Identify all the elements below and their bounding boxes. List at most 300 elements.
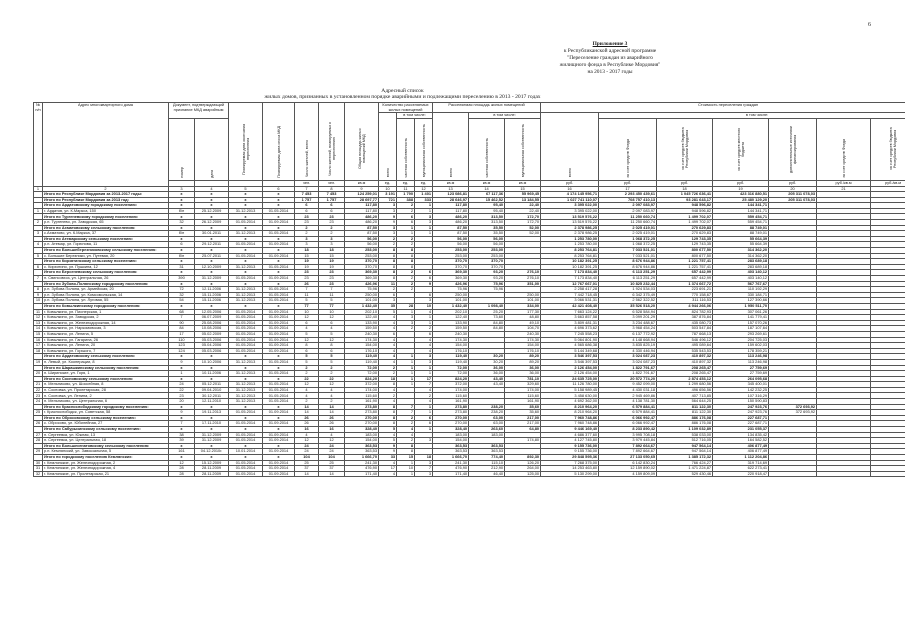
column-number: 3 <box>169 186 195 192</box>
table-cell: 28.11.2009 <box>195 466 229 472</box>
table-cell: Итого по Сосновскому сельскому поселению: <box>43 376 169 382</box>
table-cell: 6 113 251,29 <box>599 270 657 276</box>
table-cell: 1 253 780,00 <box>541 242 599 248</box>
table-cell: б/н <box>169 253 195 259</box>
table-cell: 2 <box>319 225 345 231</box>
table-cell: 3 066 531,31 <box>541 298 599 304</box>
column-number: 2 <box>43 186 169 192</box>
table-cell: 7 960 748,86 <box>541 421 599 427</box>
table-cell: 7 <box>397 410 415 416</box>
table-cell: 263,60 <box>469 427 505 433</box>
table-cell: 04.12.2010г. <box>195 449 229 455</box>
table-cell: Итого по городскому поселению Кемлянских: <box>43 455 169 461</box>
table-cell: 24 <box>295 449 319 455</box>
table-cell: 2 097 083,97 <box>599 203 657 209</box>
table-cell: 9 <box>379 220 397 226</box>
table-cell: 6 066 992,47 <box>599 421 657 427</box>
table-cell: 01.05.2014 <box>263 208 295 214</box>
table-cell: 127 390,66 <box>713 298 769 304</box>
table-cell: г. Кемлянские, ул. Пролетарская, 21 <box>43 471 169 477</box>
table-cell: с. Обросово, ул. Юбилейная, 27 <box>43 421 169 427</box>
appendix-line: на 2013 - 2017 годы <box>587 69 633 76</box>
table-cell: 30 <box>34 460 43 466</box>
table-cell: 49,10 <box>505 320 541 326</box>
table-cell: 14 <box>295 410 319 416</box>
table-cell: п. Сергеевка, ул. Южная, 13 <box>43 432 169 438</box>
table-cell: 9 <box>34 292 43 298</box>
table-cell: 7 033 521,01 <box>599 248 657 254</box>
table-cell: с. Большие Березники, ул. Путевая, 20 <box>43 253 169 259</box>
table-cell: 154,00 <box>433 438 469 444</box>
table-cell: 183,00 <box>469 432 505 438</box>
table-cell: 101,00 <box>345 298 379 304</box>
table-cell: р.п. Зубова Поляна, ул. Луговая, 55 <box>43 298 169 304</box>
table-cell: 3 663 857,58 <box>541 315 599 321</box>
table-cell: 29 848 595,36 <box>541 455 599 461</box>
table-cell: 4 <box>379 315 397 321</box>
table-cell: 25 480 129,20 <box>713 197 769 203</box>
table-cell: 113 246,98 <box>713 354 769 360</box>
table-cell: 10 825 232,44 <box>599 281 657 287</box>
table-cell: x <box>195 259 229 265</box>
table-cell: 4 174 145 956,71 <box>541 192 599 198</box>
table-cell: 6 <box>295 320 319 326</box>
table-cell: 1 <box>397 365 415 371</box>
table-cell: 43,40 <box>469 382 505 388</box>
table-cell: 159,50 <box>345 326 379 332</box>
table-cell: 14 253 463,80 <box>541 466 599 472</box>
table-cell: 54 <box>169 298 195 304</box>
table-cell: 293 269,61 <box>713 331 769 337</box>
table-cell: 64,80 <box>505 427 541 433</box>
table-cell: 01.09.2014 <box>263 466 295 472</box>
table-cell: г. Краснослободск, ул. Советская, 58 <box>43 410 169 416</box>
table-cell: 107 316,29 <box>713 393 769 399</box>
table-cell: 52,00 <box>505 225 541 231</box>
table-cell: 22,40 <box>505 208 541 214</box>
table-cell: x <box>169 214 195 220</box>
table-cell: 6 <box>415 331 433 337</box>
table-cell: 46,40 <box>469 471 505 477</box>
unit-cell: чел. <box>295 181 319 187</box>
table-cell: x <box>263 192 295 198</box>
table-cell: x <box>263 214 295 220</box>
table-cell: 21 <box>34 382 43 388</box>
table-cell: 247 923,76 <box>713 404 769 410</box>
table-cell: 3 <box>415 214 433 220</box>
table-cell: 2 <box>397 203 415 209</box>
table-cell: 10 182 391,25 <box>541 259 599 265</box>
table-cell: 16 <box>319 427 345 433</box>
table-cell: 1 950 511,70 <box>713 303 769 309</box>
table-cell: 824,20 <box>433 376 469 382</box>
unit-cell: руб. <box>657 181 713 187</box>
table-cell: 4 <box>319 387 345 393</box>
table-cell: 387 876,84 <box>657 315 713 321</box>
table-cell: 134 835,42 <box>713 432 769 438</box>
table-cell: x <box>195 236 229 242</box>
table-cell: 8 <box>397 248 415 254</box>
table-cell: 4 <box>415 387 433 393</box>
col-rooms-private: частная собственность <box>397 118 415 181</box>
table-cell: 231 055,37 <box>713 427 769 433</box>
col-rooms: Количество расселяемых жилых помещений <box>379 103 433 113</box>
table-cell: 1 822 791,67 <box>599 371 657 377</box>
table-cell: 546 496,12 <box>657 337 713 343</box>
table-cell: 1 068 372,25 <box>599 242 657 248</box>
table-cell: 119,40 <box>433 359 469 365</box>
table-cell: 4 944 266,06 <box>657 303 713 309</box>
col-area-all: всего <box>433 113 469 181</box>
table-cell: п. Свинсовхоз, ул. Центральная, 26 <box>43 276 169 282</box>
table-cell: 2 <box>319 231 345 237</box>
table-cell: 1 666,70 <box>433 455 469 461</box>
table-cell: 77 <box>319 303 345 309</box>
table-cell: 01.05.2014 <box>229 438 263 444</box>
table-cell: x <box>263 303 295 309</box>
table-cell: 56,00 <box>345 242 379 248</box>
table-cell: 328,40 <box>433 427 469 433</box>
table-cell: 1 757 <box>319 197 345 203</box>
table-cell: 25 <box>295 460 319 466</box>
table-cell: 1 <box>397 225 415 231</box>
table-cell: x <box>169 303 195 309</box>
table-cell: 3 <box>379 298 397 304</box>
table-cell: 1 757 <box>295 197 319 203</box>
table-cell: x <box>169 281 195 287</box>
table-cell: 56,00 <box>469 236 505 242</box>
table-cell: 88 749,01 <box>713 231 769 237</box>
table-cell: 6 <box>415 292 433 298</box>
table-cell: 20 <box>34 371 43 377</box>
table-cell: 217,00 <box>505 415 541 421</box>
table-cell: г. Ковылкино, ул. Наркомовская, 3 <box>43 326 169 332</box>
table-cell: 6 <box>319 203 345 209</box>
table-cell: 89,20 <box>505 354 541 360</box>
table-cell: 1 <box>169 371 195 377</box>
table-cell: 247 923,76 <box>713 410 769 416</box>
table-cell: 7 453 <box>295 192 319 198</box>
col-num: № п/п <box>34 103 43 187</box>
table-cell: x <box>229 427 263 433</box>
table-cell: 410 897,32 <box>657 354 713 360</box>
table-cell: 2 <box>397 276 415 282</box>
table-cell: 3 <box>379 203 397 209</box>
table-cell: x <box>263 376 295 382</box>
table-cell: 1 <box>34 208 43 214</box>
table-cell: 28.11.2009 <box>195 471 229 477</box>
column-number: 6 <box>263 186 295 192</box>
table-cell: 4 <box>379 326 397 332</box>
table-cell: x <box>195 415 229 421</box>
table-cell: 4 <box>319 432 345 438</box>
table-cell: 01.05.2014 <box>229 471 263 477</box>
table-cell: 824,20 <box>345 376 379 382</box>
table-cell: 01.05.2014 <box>263 371 295 377</box>
table-cell: 37 <box>319 466 345 472</box>
table-cell: 512 716,05 <box>657 438 713 444</box>
table-cell: 369,30 <box>433 270 469 276</box>
table-cell: x <box>195 225 229 231</box>
table-cell: п. Левый, ул. Кооперации, 8 <box>43 359 169 365</box>
table-cell: 28 697,77 <box>345 197 379 203</box>
table-cell: 2 <box>379 371 397 377</box>
table-cell: x <box>229 376 263 382</box>
table-cell: 622 273,41 <box>713 466 769 472</box>
table-cell: 31.12.2009 <box>195 432 229 438</box>
title-line: Адресный список <box>381 88 424 94</box>
table-cell: 372,00 <box>345 382 379 388</box>
table-cell: 171,40 <box>345 471 379 477</box>
table-cell: 12.11.2010 <box>195 399 229 405</box>
table-cell: 174,30 <box>345 337 379 343</box>
col-cost-republic: за счет средств бюджета Республики Мордовия <box>657 118 713 181</box>
table-cell: x <box>195 427 229 433</box>
table-cell: 183,00 <box>345 432 379 438</box>
table-cell: 3 099 201,29 <box>599 315 657 321</box>
table-cell: x <box>195 197 229 203</box>
table-cell: 12 159 890,02 <box>599 466 657 472</box>
table-cell: 1 253 780,00 <box>541 236 599 242</box>
table-cell: г. Ковылкино, ул. Горького, 7 <box>43 348 169 354</box>
table-cell: 01.09.2014 <box>263 337 295 343</box>
table-cell: 174,00 <box>505 387 541 393</box>
table-cell: 35 526 518,20 <box>599 303 657 309</box>
table-cell: 2 <box>319 399 345 405</box>
table-cell: 12 <box>319 315 345 321</box>
col-inhabitants-planned: Число жителей, планируемых к переселению <box>319 103 345 181</box>
table-cell: 12.10.2009 <box>195 264 229 270</box>
address-list-table <box>33 102 905 477</box>
table-cell: 1 <box>415 365 433 371</box>
column-number: 20 <box>769 186 817 192</box>
table-cell: 87,50 <box>345 231 379 237</box>
table-cell: 22,40 <box>505 203 541 209</box>
table-cell: 28 <box>169 466 195 472</box>
table-cell: 311 116,53 <box>657 298 713 304</box>
table-cell: 43,40 <box>469 376 505 382</box>
table-cell: 01.09.2014 <box>263 410 295 416</box>
table-cell: x <box>229 192 263 198</box>
table-cell: г. Ковылкино, ул. Ленина, 20 <box>43 343 169 349</box>
table-cell: 01.05.2014 <box>229 309 263 315</box>
col-cost-fund: за счет средств Фонда <box>817 118 871 181</box>
table-cell: 12 <box>295 315 319 321</box>
table-cell: 25.07.2011 <box>195 253 229 259</box>
table-cell: 657 442,99 <box>657 276 713 282</box>
table-cell: 4 <box>379 337 397 343</box>
col-document: Документ, подтверждающий признание МКД аварийным <box>169 103 229 119</box>
table-cell: x <box>229 404 263 410</box>
table-cell: 328,40 <box>345 427 379 433</box>
table-cell: 36,00 <box>505 365 541 371</box>
table-cell: 30,20 <box>469 359 505 365</box>
table-cell: 1 432,40 <box>345 303 379 309</box>
table-cell: 5 <box>295 331 319 337</box>
table-cell: 01.05.2014 <box>229 220 263 226</box>
table-cell: 01.09.2014 <box>263 331 295 337</box>
table-cell: 3 546 397,53 <box>541 359 599 365</box>
table-cell: 202,10 <box>433 309 469 315</box>
table-cell: 174,80 <box>505 438 541 444</box>
table-cell: 25,20 <box>469 309 505 315</box>
table-cell: 01.09.2014 <box>263 438 295 444</box>
table-cell: 11 250 660,74 <box>599 214 657 220</box>
table-cell: x <box>263 415 295 421</box>
table-cell: 3 <box>379 225 397 231</box>
table-cell: 7 173 834,40 <box>541 276 599 282</box>
table-body <box>34 186 905 477</box>
table-cell: 2 258 417,28 <box>541 287 599 293</box>
table-cell: 01.05.2014 <box>229 253 263 259</box>
table-cell: 4 <box>34 242 43 248</box>
table-cell: 31.12.2013 <box>229 292 263 298</box>
table-cell: 01.05.2014 <box>229 348 263 354</box>
column-number: 7 <box>295 186 319 192</box>
table-cell: 8 <box>397 449 415 455</box>
table-cell: 6 <box>295 348 319 354</box>
table-cell: 270,00 <box>433 421 469 427</box>
col-area-municipal: муниципальная собственность <box>505 118 541 181</box>
col-area-private: частная собственность <box>469 118 505 181</box>
table-cell: x <box>263 365 295 371</box>
column-number: 15 <box>505 186 541 192</box>
table-cell: 13 <box>34 320 43 326</box>
table-cell: 1 098,40 <box>469 303 505 309</box>
table-cell: 01.05.2014 <box>263 359 295 365</box>
table-cell: 3 <box>34 231 43 237</box>
table-cell: 5 <box>295 298 319 304</box>
table-cell: 26 <box>319 415 345 421</box>
appendix-line: "Переселение граждан из аварийного <box>567 55 653 62</box>
table-cell: 1 <box>415 231 433 237</box>
table-cell: 01.05.2014 <box>229 421 263 427</box>
table-cell: 161,90 <box>345 399 379 405</box>
table-cell: 253,00 <box>433 248 469 254</box>
table-cell: 9 155 736,00 <box>541 449 599 455</box>
table-cell: 72,00 <box>433 365 469 371</box>
table-cell: 1 401 <box>415 192 433 198</box>
table-cell: 115,10 <box>469 460 505 466</box>
table-cell: 15 <box>295 253 319 259</box>
table-cell: 72,00 <box>345 365 379 371</box>
table-cell: 26 <box>319 421 345 427</box>
table-cell: x <box>263 427 295 433</box>
table-cell: 363,53 <box>469 449 505 455</box>
unit-cell: ед. <box>397 181 415 187</box>
table-cell: 824 782,93 <box>657 309 713 315</box>
table-cell: x <box>169 365 195 371</box>
table-cell: 15 462,52 <box>469 197 505 203</box>
table-cell: 13 519 576,22 <box>541 220 599 226</box>
table-cell: б/н <box>169 231 195 237</box>
table-cell: 363,53 <box>469 443 505 449</box>
table-cell: 8 233 890,42 <box>599 427 657 433</box>
table-cell: 5 158 989,45 <box>541 387 599 393</box>
table-cell: 240,30 <box>505 331 541 337</box>
table-cell: 101,00 <box>505 298 541 304</box>
table-cell: 1 <box>415 404 433 410</box>
table-cell: 19.11.2013 <box>195 410 229 416</box>
table-cell: 26.12.2009 <box>195 220 229 226</box>
table-cell: 3 024 087,23 <box>599 354 657 360</box>
table-cell: x <box>263 404 295 410</box>
table-cell: 2 025 419,01 <box>599 231 657 237</box>
col-rooms-all: всего <box>379 113 397 181</box>
table-cell: 01.09.2014 <box>263 309 295 315</box>
table-cell: Итого по Шарашкинскому сельскому поселению: <box>43 365 169 371</box>
table-cell: 2 097 083,97 <box>599 208 657 214</box>
table-cell: 9 <box>169 410 195 416</box>
table-cell: 3 234 488,67 <box>599 320 657 326</box>
table-cell: 4 <box>379 354 397 360</box>
table-cell: 72 <box>169 287 195 293</box>
table-cell: 6 <box>295 208 319 214</box>
table-cell: 4 148 668,94 <box>599 337 657 343</box>
table-cell: 406 877,49 <box>713 449 769 455</box>
table-cell: x <box>169 427 195 433</box>
table-cell: 369,30 <box>345 276 379 282</box>
table-cell: 8 676 944,86 <box>599 264 657 270</box>
table-cell: 31 <box>34 466 43 472</box>
table-cell: 75,96 <box>469 287 505 293</box>
table-cell: 01.09.2014 <box>263 343 295 349</box>
table-cell: x <box>195 192 229 198</box>
table-cell: x <box>229 214 263 220</box>
table-cell: 154,00 <box>345 438 379 444</box>
table-cell: 110 192,29 <box>713 287 769 293</box>
table-cell: 01.05.2014 <box>229 410 263 416</box>
table-cell: 227 687,71 <box>713 421 769 427</box>
table-cell: 6 <box>415 270 433 276</box>
table-cell: x <box>263 248 295 254</box>
table-cell: 1 924 534,03 <box>599 287 657 293</box>
table-cell: 159,50 <box>433 326 469 332</box>
table-cell: 435 080,73 <box>657 320 713 326</box>
table-cell: 2 562 322,52 <box>599 298 657 304</box>
table-cell: 2 <box>379 393 397 399</box>
table-cell: 09.04.2010 <box>195 387 229 393</box>
table-cell: 20 <box>169 399 195 405</box>
table-cell: 4 <box>379 432 397 438</box>
table-cell: 95,40 <box>469 208 505 214</box>
table-cell: 33 <box>379 455 397 461</box>
table-cell: 9 <box>379 214 397 220</box>
col-cost-republic: за счет средств бюджета Республики Мордовия <box>871 118 905 181</box>
table-cell: 7 <box>34 276 43 282</box>
title-line: жилых домов, признанных в установленном порядке аварийными и подлежащими переселению в 2013 - 2017 годах <box>264 94 541 101</box>
table-cell: 250,00 <box>433 292 469 298</box>
table-cell: 01.05.2014 <box>229 276 263 282</box>
table-cell: 6 <box>397 220 415 226</box>
table-cell: 12 <box>34 315 43 321</box>
table-cell: 176,10 <box>505 348 541 354</box>
table-cell: 3 <box>415 460 433 466</box>
table-cell: с. Кирзятино, ул. Пушкина, 12 <box>43 264 169 270</box>
table-cell: 01.05.2014 <box>263 298 295 304</box>
table-cell: 1 <box>397 359 415 365</box>
table-cell: 8 <box>379 253 397 259</box>
table-cell: 89,20 <box>505 359 541 365</box>
table-cell: Итого по Ахматовскому сельскому поселению: <box>43 225 169 231</box>
table-cell: 369,30 <box>433 276 469 282</box>
table-cell: 183,00 <box>433 432 469 438</box>
table-cell: x <box>229 225 263 231</box>
table-cell: 476,90 <box>345 466 379 472</box>
table-cell: 01.05.2014 <box>263 231 295 237</box>
table-cell: x <box>195 455 229 461</box>
table-cell: 708 757 410,13 <box>599 197 657 203</box>
